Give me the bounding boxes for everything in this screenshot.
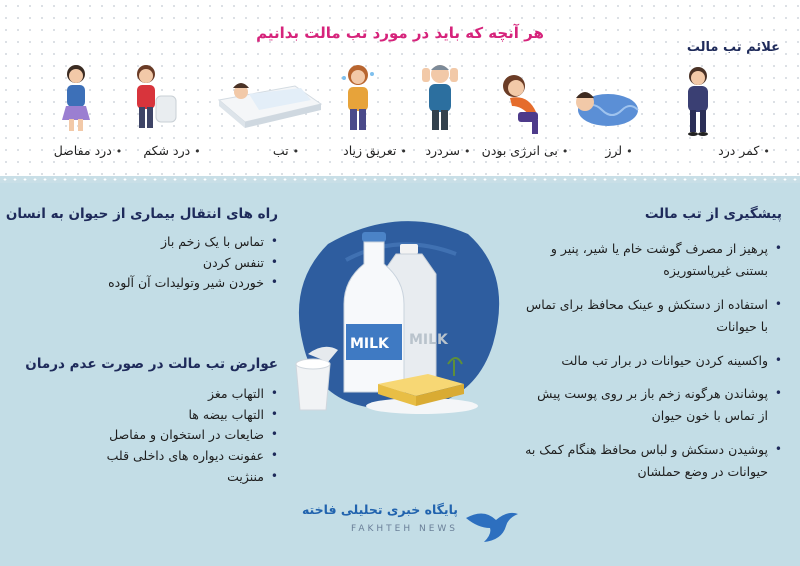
list-item: • خوردن شیر وتولیدات آن آلوده xyxy=(48,273,278,294)
symptom-label: •درد مفاصل xyxy=(53,143,123,158)
list-item: • پرهیز از مصرف گوشت خام یا شیر، پنیر و بستنی غیرپاستوریزه xyxy=(524,238,782,282)
list-item: • پوشاندن هرگونه زخم باز بر روی پوست پیش از تماس با خون حیوان xyxy=(524,383,782,427)
symptom-label: •سردرد xyxy=(425,143,471,158)
joint-pain-person-icon xyxy=(44,62,108,134)
symptom-label: •کمر درد xyxy=(718,143,770,158)
transmission-list xyxy=(48,232,278,294)
headache-person-icon xyxy=(408,60,472,132)
list-item: • عفونت دیواره های داخلی قلب xyxy=(48,446,278,467)
symptoms-heading: علائم تب مالت xyxy=(686,40,780,55)
symptom-label: •تعریق زیاد xyxy=(343,143,407,158)
list-item: • ضایعات در استخوان و مفاصل xyxy=(48,425,278,446)
fever-bed-icon xyxy=(215,70,325,130)
divider-band xyxy=(0,176,800,183)
prevention-list xyxy=(524,238,782,495)
list-item: • پوشیدن دستکش و لباس محافظ هنگام کمک به حیوانات در وضع حملشان xyxy=(524,439,782,483)
fatigue-person-icon xyxy=(488,66,552,138)
list-item: • التهاب مغز xyxy=(48,384,278,405)
list-item: • تماس با یک زخم باز xyxy=(48,232,278,253)
back-pain-person-icon xyxy=(665,64,729,136)
brand-logo xyxy=(300,500,520,550)
chills-person-icon xyxy=(568,82,640,128)
page-title: هر آنچه که باید در مورد تب مالت بدانیم xyxy=(256,24,544,42)
list-item: • مننژیت xyxy=(48,467,278,488)
brand-latin: FAKHTEH NEWS xyxy=(350,524,458,534)
list-item: • التهاب بیضه ها xyxy=(48,405,278,426)
dove-icon xyxy=(462,500,520,546)
complications-heading: عوارض تب مالت در صورت عدم درمان xyxy=(25,356,278,372)
symptom-label: •تب xyxy=(272,143,300,158)
symptoms-section xyxy=(0,0,800,178)
prevention-heading: پیشگیری از تب مالت xyxy=(644,206,782,222)
sweating-person-icon xyxy=(326,62,390,134)
symptom-label: •لرز xyxy=(605,143,633,158)
transmission-heading: راه های انتقال بیماری از حیوان به انسان xyxy=(5,206,278,222)
svg-text:MILK: MILK xyxy=(350,336,389,352)
dairy-illustration xyxy=(288,214,508,414)
complications-list xyxy=(48,384,278,487)
brand-name: پایگاه خبری تحلیلی فاخته xyxy=(301,502,458,517)
symptom-label: •بی انرژی بودن xyxy=(481,143,569,158)
list-item: • استفاده از دستکش و عینک محافظ برای تماس با حیوانات xyxy=(524,294,782,338)
list-item: • تنفس کردن xyxy=(48,253,278,274)
symptom-label: •درد شکم xyxy=(143,143,201,158)
stomach-ache-person-icon xyxy=(120,62,184,134)
list-item: • واکسینه کردن حیوانات در برار تب مالت xyxy=(524,350,782,372)
svg-text:MILK: MILK xyxy=(409,332,448,348)
